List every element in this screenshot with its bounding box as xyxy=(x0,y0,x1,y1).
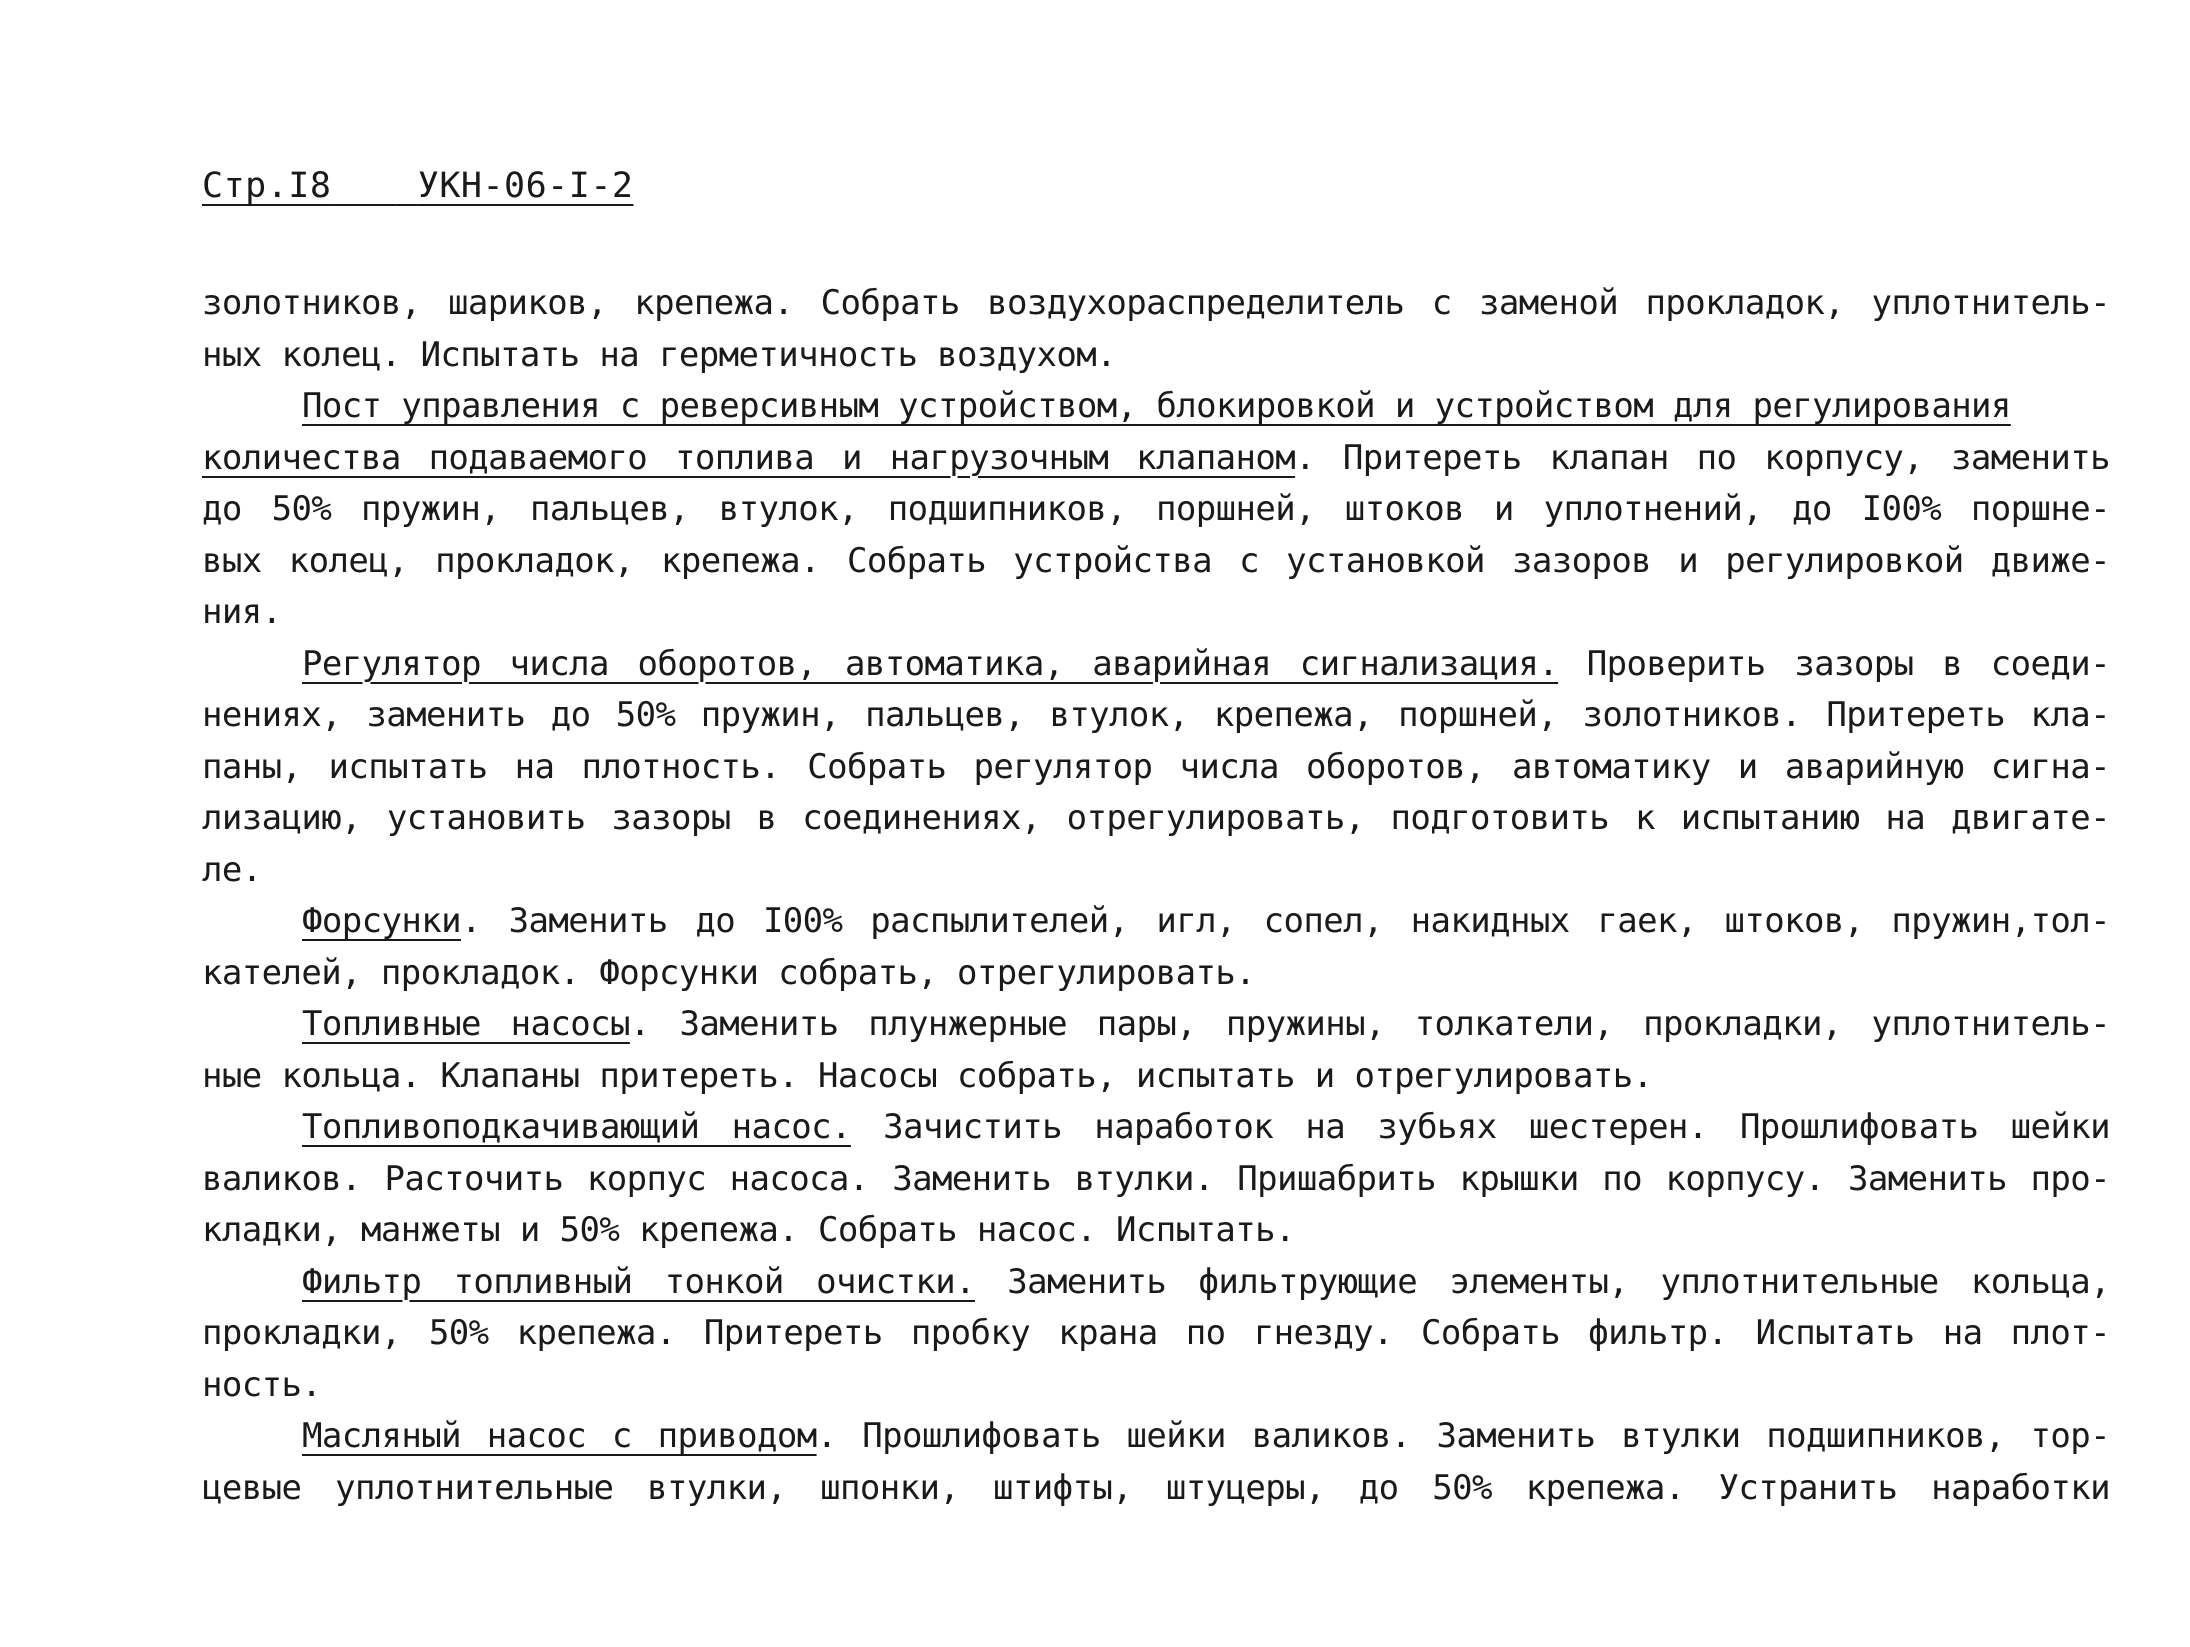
line-text: . Прошлифовать шейки валиков. Заменить втулки подшипников, тор- xyxy=(816,1416,2110,1456)
section-heading: Топливные насосы xyxy=(302,1004,630,1044)
text-line xyxy=(202,742,2110,794)
page-header xyxy=(202,166,633,206)
line-text: золотников, шариков, крепежа. Собрать воздухораспределитель с заменой прокладок, уплотнитель- xyxy=(202,283,2110,323)
line-text: до 50% пружин, пальцев, втулок, подшипников, поршней, штоков и уплотнений, до I00% поршне- xyxy=(202,489,2110,529)
line-text: прокладки, 50% крепежа. Притереть пробку крана по гнезду. Собрать фильтр. Испытать на плот- xyxy=(202,1313,2110,1353)
text-line xyxy=(202,1102,2110,1154)
text-line xyxy=(202,433,2110,485)
line-text: ные кольца. Клапаны притереть. Насосы собрать, испытать и отрегулировать. xyxy=(202,1055,1653,1096)
section-heading: Форсунки xyxy=(302,901,461,941)
text-line xyxy=(202,1360,2110,1412)
text-line xyxy=(202,536,2110,588)
text-line xyxy=(202,1411,2110,1463)
line-text: ных колец. Испытать на герметичность воздухом. xyxy=(202,334,1117,375)
line-text: нениях, заменить до 50% пружин, пальцев, втулок, крепежа, поршней, золотников. Притереть кла- xyxy=(202,695,2110,735)
text-line xyxy=(202,1051,2110,1103)
text-line xyxy=(202,1205,2110,1257)
section-heading: количества подаваемого топлива и нагрузочным клапаном xyxy=(202,437,1296,478)
line-text: ния. xyxy=(202,592,282,632)
line-text: Заменить фильтрующие элементы, уплотнительные кольца, xyxy=(975,1261,2110,1302)
section-heading: Пост управления с реверсивным устройством, блокировкой и устройством для регулирования xyxy=(302,386,2011,426)
text-line xyxy=(202,330,2110,382)
text-line xyxy=(202,793,2110,845)
line-text: ле. xyxy=(202,849,262,890)
line-text: . Притереть клапан по корпусу, заменить xyxy=(1295,437,2110,478)
line-text: . Заменить до I00% распылителей, игл, сопел, накидных гаек, штоков, пружин,тол- xyxy=(460,901,2110,941)
line-text: Проверить зазоры в соеди- xyxy=(1558,643,2110,684)
line-text: кладки, манжеты и 50% крепежа. Собрать насос. Испытать. xyxy=(202,1210,1295,1250)
line-text: валиков. Расточить корпус насоса. Заменить втулки. Пришабрить крышки по корпусу. Заменить про- xyxy=(202,1158,2110,1199)
page-number: Стр.I8 xyxy=(202,166,332,206)
text-line xyxy=(202,896,2110,948)
section-heading: Топливоподкачивающий насос. xyxy=(302,1107,851,1147)
section-heading: Фильтр топливный тонкой очистки. xyxy=(302,1261,976,1302)
body-text xyxy=(202,278,2110,1514)
text-line xyxy=(202,1257,2110,1309)
text-line xyxy=(202,484,2110,536)
text-line xyxy=(202,1154,2110,1206)
text-line xyxy=(202,1308,2110,1360)
text-line xyxy=(202,278,2110,330)
document-code: УКН-06-I-2 xyxy=(417,166,634,206)
line-text: вых колец, прокладок, крепежа. Собрать устройства с установкой зазоров и регулировкой движе- xyxy=(202,540,2110,581)
text-line xyxy=(202,948,2110,1000)
header-spacer xyxy=(353,166,396,206)
section-heading: Масляный насос с приводом xyxy=(302,1416,817,1456)
text-line xyxy=(202,639,2110,691)
line-text: паны, испытать на плотность. Собрать регулятор числа оборотов, автоматику и аварийную сигна- xyxy=(202,746,2110,787)
text-line xyxy=(202,587,2110,639)
text-line xyxy=(202,690,2110,742)
line-text: кателей, прокладок. Форсунки собрать, отрегулировать. xyxy=(202,952,1256,993)
text-line xyxy=(202,999,2110,1051)
line-text: . Заменить плунжерные пары, пружины, толкатели, прокладки, уплотнитель- xyxy=(629,1004,2110,1044)
section-heading: Регулятор числа оборотов, автоматика, аварийная сигнализация. xyxy=(302,643,1559,684)
text-line xyxy=(202,845,2110,897)
line-text: Зачистить наработок на зубьях шестерен. Прошлифовать шейки xyxy=(850,1107,2110,1147)
line-text: ность. xyxy=(202,1364,322,1405)
line-text: цевые уплотнительные втулки, шпонки, штифты, штуцеры, до 50% крепежа. Устранить наработки xyxy=(202,1467,2110,1508)
text-line xyxy=(202,381,2110,433)
text-line xyxy=(202,1463,2110,1515)
line-text: лизацию, установить зазоры в соединениях, отрегулировать, подготовить к испытанию на двигате- xyxy=(202,798,2110,838)
